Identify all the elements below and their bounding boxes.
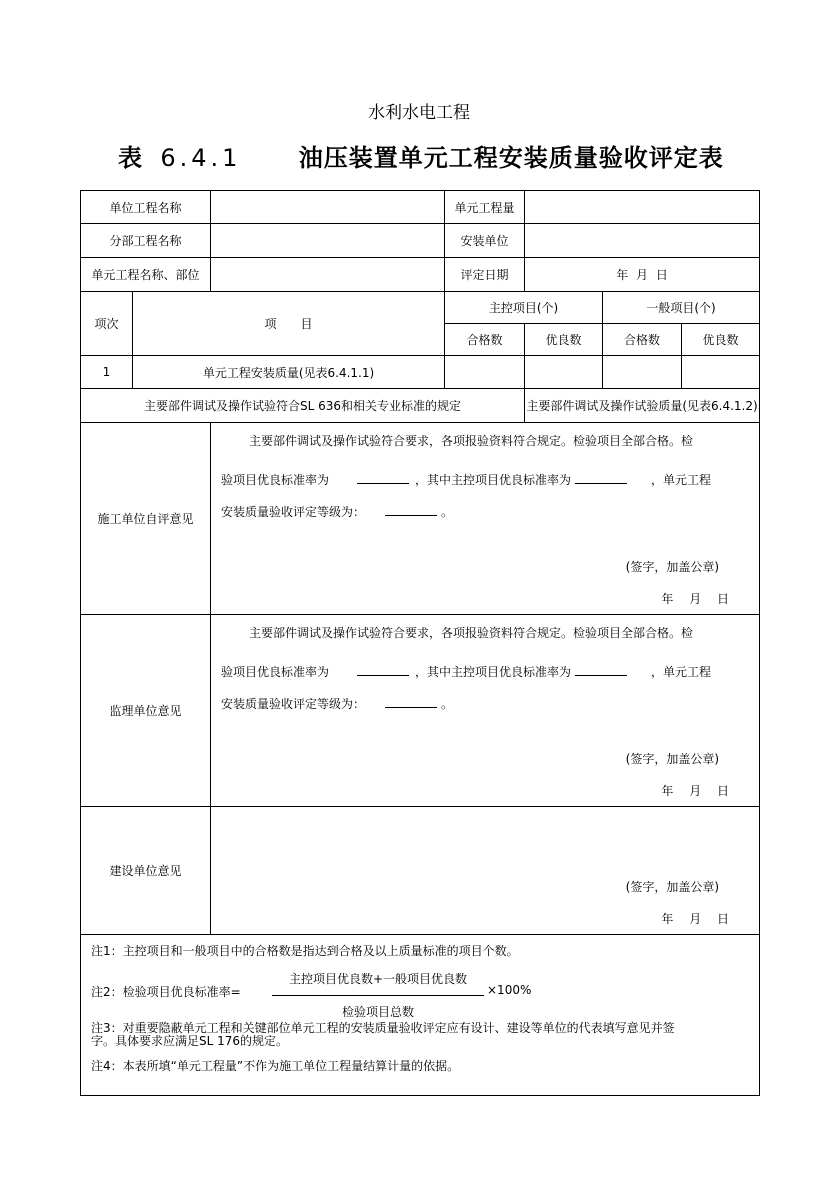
title-text: 油压装置单元工程安装质量验收评定表 (298, 144, 724, 172)
general-excellent-cell[interactable] (682, 356, 760, 389)
supervision-opinion (211, 615, 760, 807)
table-row (81, 356, 760, 389)
info-value-field[interactable] (525, 224, 760, 258)
notes-row (81, 935, 760, 1096)
opinion-text: 安装质量验收评定等级为： 。 (221, 505, 454, 519)
supervision-opinion-row (81, 615, 760, 807)
owner-opinion[interactable] (211, 807, 760, 935)
info-row (81, 258, 760, 292)
col-header-main-items: 主控项目(个) (445, 292, 603, 324)
opinion-text: 主要部件调试及操作试验符合要求，各项报验资料符合规定。检验项目全部合格。检 (249, 434, 694, 448)
construction-opinion (211, 423, 760, 615)
opinion-text: 验项目优良标准率为 ，其中主控项目优良标准率为 ，单元工程 (221, 665, 712, 679)
general-qualified-cell[interactable] (603, 356, 682, 389)
row-item: 单元工程安装质量(见表6.4.1.1) (133, 356, 445, 389)
tests-quality: 主要部件调试及操作试验质量(见表6.4.1.2) (525, 389, 760, 423)
grid-header-row (81, 292, 760, 324)
col-header-qualified: 合格数 (445, 324, 525, 356)
main-excellence-rate-field[interactable] (575, 663, 627, 676)
note-1: 注1：主控项目和一般项目中的合格数是指达到合格及以上质量标准的项目个数。 (91, 944, 519, 958)
formula-suffix: ×100% (487, 983, 532, 997)
main-qualified-cell[interactable] (445, 356, 525, 389)
excellence-rate-field[interactable] (357, 663, 409, 676)
info-value-field[interactable] (525, 191, 760, 224)
info-row (81, 191, 760, 224)
title-number: 6.4.1 (160, 144, 242, 172)
supervision-label: 监理单位意见 (81, 615, 211, 807)
tests-requirement: 主要部件调试及操作试验符合SL 636和相关专业标准的规定 (81, 389, 525, 423)
col-header-excellent: 优良数 (682, 324, 760, 356)
formula-numerator: 主控项目优良数+一般项目优良数 (288, 972, 468, 986)
note-2-label: 注2：检验项目优良标准率= (91, 985, 241, 999)
col-header-excellent: 优良数 (525, 324, 603, 356)
grade-field[interactable] (385, 695, 437, 708)
info-label: 评定日期 (445, 258, 525, 292)
info-label: 单位工程名称 (81, 191, 211, 224)
col-header-general-items: 一般项目(个) (603, 292, 760, 324)
owner-label: 建设单位意见 (81, 807, 211, 935)
row-index: 1 (81, 356, 133, 389)
info-value-field[interactable] (211, 191, 445, 224)
evaluation-table (80, 190, 760, 1096)
owner-opinion-row (81, 807, 760, 935)
info-row (81, 224, 760, 258)
sign-date: 年 月 日 (661, 784, 730, 798)
opinion-text: 验项目优良标准率为 ，其中主控项目优良标准率为 ，单元工程 (221, 473, 712, 487)
sign-date: 年 月 日 (661, 592, 730, 606)
col-header-qualified: 合格数 (603, 324, 682, 356)
info-label: 安装单位 (445, 224, 525, 258)
note-3-line-2: 字。具体要求应满足SL 176的规定。 (91, 1034, 289, 1048)
table-row (81, 389, 760, 423)
construction-label: 施工单位自评意见 (81, 423, 211, 615)
title-prefix: 表 (118, 144, 143, 172)
date-field[interactable]: 年 月 日 (525, 258, 760, 292)
info-label: 分部工程名称 (81, 224, 211, 258)
note-4: 注4：本表所填“单元工程量”不作为施工单位工程量结算计量的依据。 (91, 1059, 460, 1073)
form-title (118, 138, 724, 173)
notes (81, 935, 760, 1096)
formula-denominator: 检验项目总数 (341, 1005, 414, 1019)
sign-date: 年 月 日 (661, 912, 730, 926)
excellence-rate-field[interactable] (357, 471, 409, 484)
note-3-line-1: 注3：对重要隐蔽单元工程和关键部位单元工程的安装质量验收评定应有设计、建设等单位的代表填写意见并签 (91, 1021, 675, 1035)
col-header-item: 项 目 (133, 292, 445, 356)
opinion-text: 主要部件调试及操作试验符合要求，各项报验资料符合规定。检验项目全部合格。检 (249, 626, 694, 640)
grade-field[interactable] (385, 503, 437, 516)
construction-opinion-row (81, 423, 760, 615)
signature-note: (签字，加盖公章) (625, 752, 720, 766)
document-header: 水利水电工程 (368, 103, 470, 123)
opinion-text: 安装质量验收评定等级为： 。 (221, 697, 454, 711)
main-excellence-rate-field[interactable] (575, 471, 627, 484)
info-value-field[interactable] (211, 258, 445, 292)
col-header-index: 项次 (81, 292, 133, 356)
note-2 (91, 964, 749, 1019)
signature-note: (签字，加盖公章) (625, 880, 720, 894)
info-label: 单元工程量 (445, 191, 525, 224)
info-value-field[interactable] (211, 224, 445, 258)
info-label: 单元工程名称、部位 (81, 258, 211, 292)
signature-note: (签字，加盖公章) (625, 560, 720, 574)
formula-fraction (272, 964, 484, 1020)
main-excellent-cell[interactable] (525, 356, 603, 389)
